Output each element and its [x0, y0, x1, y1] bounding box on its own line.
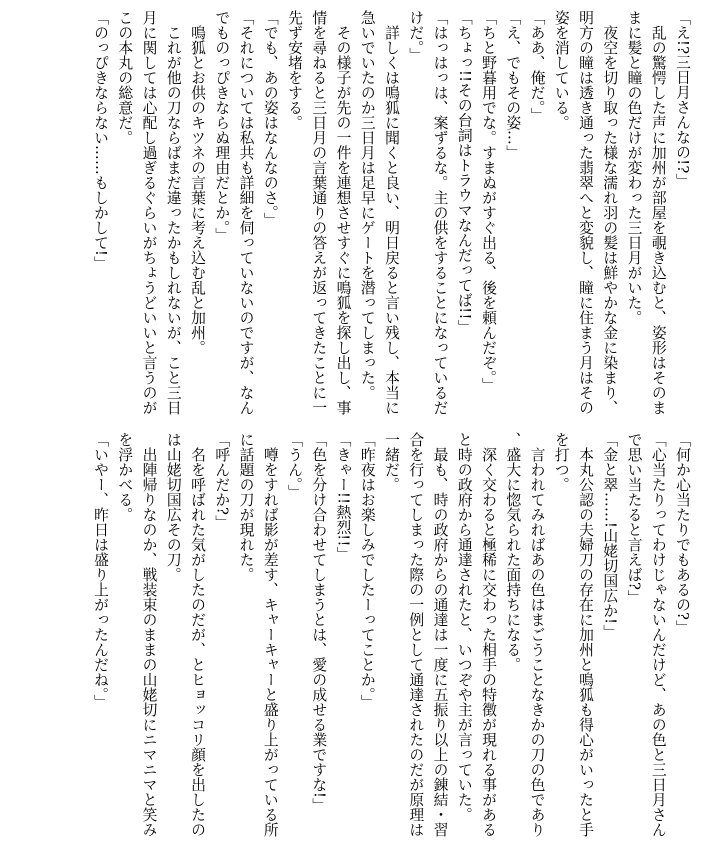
paragraph: 「きゃー!!熱烈!!」 [334, 432, 352, 562]
text-tier-bottom [22, 432, 694, 850]
paragraph: 乱の驚愕した声に加州が部屋を覗き込むと、姿形はそのままに髪と瞳の色だけが変わった三日月がいた。 [625, 10, 667, 415]
paragraph: 「呼んだか?」 [213, 432, 231, 531]
paragraph: 「それについては私共も詳細を伺っていないのですが、なんでものっぴきならぬ理由だとか。」 [213, 10, 255, 415]
paragraph: 「いやー、昨日は盛り上がったんだね。」 [92, 432, 109, 710]
paragraph: 噂をすれば影が差す、キャーキャーと盛り上がっている所に話題の刀が現れた。 [237, 432, 279, 837]
paragraph: 出陣帰りなのか、戦装束のままの山姥切にニマニマと笑みを浮かべる。 [116, 432, 158, 837]
paragraph: 言われてみればあの色はまごうことなきかの刀の色であり、盛大に惚気られた面持ちになる。 [504, 432, 546, 837]
paragraph: 夜空を切り取った様な濡れ羽の髪は鮮やかな金に染まり、明方の瞳は透き通った翡翠へと変貌し、瞳に住まう月はその姿を消している。 [552, 10, 619, 415]
paragraph: 「うん。」 [286, 432, 303, 500]
paragraph: 本丸公認の夫婦刀の存在に加州と鳴狐も得心がいったと手を打つ。 [552, 432, 594, 837]
paragraph: 「はっはっは、案ずるな。主の供をすることになっているだけだ。」 [407, 10, 449, 415]
paragraph: 最も、時の政府からの通達は一度に五振り以上の錬結・習合を行ってしまった際の一例として通達されたのだが原理は一緒だ。 [383, 432, 449, 837]
paragraph: 「でも、あの姿はなんなのさ。」 [261, 10, 279, 228]
paragraph: 「金と翠……!山姥切国広か!」 [601, 432, 619, 640]
paragraph: 「色を分け合わせてしまうとは、愛の成せる業ですな!」 [310, 432, 328, 814]
paragraph: 「何か心当たりでもあるの?」 [674, 432, 691, 636]
paragraph: 「ああ、俺だ。」 [528, 10, 546, 123]
text-tier-top [22, 10, 694, 418]
paragraph: その様子が先の一件を連想させすぐに鳴狐を探し出し、事情を尋ねると三日月の言葉通りの答えが返ってきたことに一先ず安堵をする。 [286, 10, 352, 415]
paragraph: これが他の刀ならばまだ違ったかもしれないが、こと三日月に関しては心配し過ぎるぐらいがちょうどいいと言うのがこの本丸の総意だ。 [116, 10, 182, 415]
paragraph: 「昨夜はお楽しみでしたーってことか。」 [358, 432, 376, 710]
paragraph: 深く交わると極稀に交わった相手の特徴が現れる事があると時の政府から通達されたと、いつぞや主が言っていた。 [455, 432, 497, 837]
paragraph: 「ちと野暮用でな。すまぬがすぐ出る、後を頼んだぞ。」 [480, 10, 497, 393]
paragraph: 「ちょっ!!その台詞はトラウマなんだってば!!」 [455, 10, 473, 335]
paragraph: 鳴狐とお供のキツネの言葉に考え込む乱と加州。 [189, 10, 206, 355]
paragraph: 名を呼ばれた気がしたのだが、とヒョッコリ顔を出したのは山姥切国広その刀。 [164, 432, 206, 837]
paragraph: 「え、でもその姿…」 [504, 10, 522, 160]
paragraph: 詳しくは鳴狐に聞くと良い、明日戻ると言い残し、本当に急いでいたのか三日月は足早にゲートを潜ってしまった。 [358, 10, 400, 415]
paragraph: 「心当たりってわけじゃないんだけど、あの色と三日月さんで思い当たると言えば?」 [625, 432, 667, 837]
paragraph: 「のっぴきならない……もしかして!」 [92, 10, 109, 272]
paragraph: 「え!?三日月さんなの!?」 [674, 10, 691, 189]
